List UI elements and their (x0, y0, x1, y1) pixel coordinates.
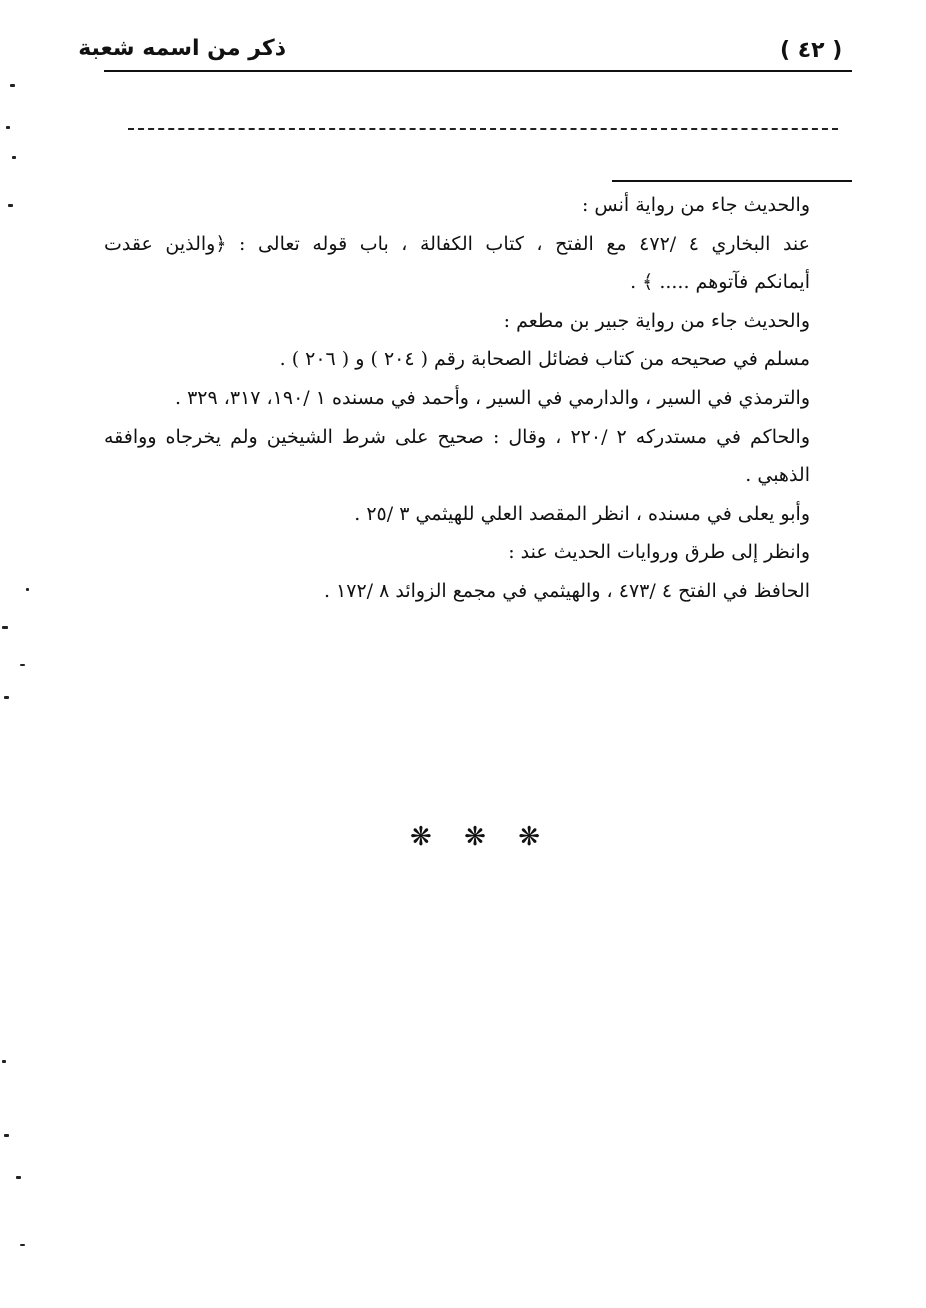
scan-speck (4, 696, 9, 699)
scan-speck (4, 1134, 9, 1137)
scan-speck (2, 626, 8, 629)
header-rule (104, 70, 852, 72)
page-number: ( ٤٢ ) (780, 38, 843, 63)
footnote-line: الذهبي . (745, 464, 810, 487)
footnote-line: الحافظ في الفتح ٤ /٤٧٣ ، والهيثمي في مجمع الزوائد ٨ /١٧٢ . (323, 579, 810, 602)
scan-speck (16, 1176, 21, 1179)
footnote-line: والحديث جاء من رواية أنس : (581, 194, 810, 216)
scan-speck (6, 126, 10, 129)
section-separator (410, 822, 540, 852)
footnotes-block (104, 186, 810, 611)
scan-speck (20, 664, 25, 666)
scan-speck (12, 156, 16, 159)
scan-speck (26, 588, 29, 591)
footnote-rule (612, 180, 852, 182)
footnote-line: وانظر إلى طرق وروايات الحديث عند : (508, 541, 810, 564)
scan-speck (10, 84, 15, 87)
asterism-icon: ❋ (410, 822, 432, 852)
dashed-divider (128, 128, 838, 130)
footnote-line: والترمذي في السير ، والدارمي في السير ، وأحمد في مسنده ١ /١٩٠، ٣١٧، ٣٢٩ . (174, 386, 810, 409)
running-header-title: ذكر من اسمه شعبة (78, 36, 286, 61)
footnote-line: والحديث جاء من رواية جبير بن مطعم : (503, 309, 810, 332)
footnote-line: وأبو يعلى في مسنده ، انظر المقصد العلي للهيثمي ٣ /٢٥ . (354, 502, 810, 525)
footnote-line: والحاكم في مستدركه ٢ /٢٢٠ ، وقال : صحيح على شرط الشيخين ولم يخرجاه ووافقه (104, 425, 811, 448)
scan-speck (20, 1244, 25, 1246)
footnote-line: عند البخاري ٤ /٤٧٢ مع الفتح ، كتاب الكفالة ، باب قوله تعالى : ﴿والذين عقدت (104, 232, 810, 255)
asterism-icon: ❋ (464, 822, 486, 852)
scan-speck (8, 204, 13, 207)
scan-speck (2, 1060, 6, 1063)
footnote-line: مسلم في صحيحه من كتاب فضائل الصحابة رقم ( ٢٠٤ ) و ( ٢٠٦ ) . (279, 348, 810, 371)
asterism-icon: ❋ (518, 822, 540, 852)
footnote-line: أيمانكم فآتوهم ..... ﴾ . (630, 271, 810, 294)
